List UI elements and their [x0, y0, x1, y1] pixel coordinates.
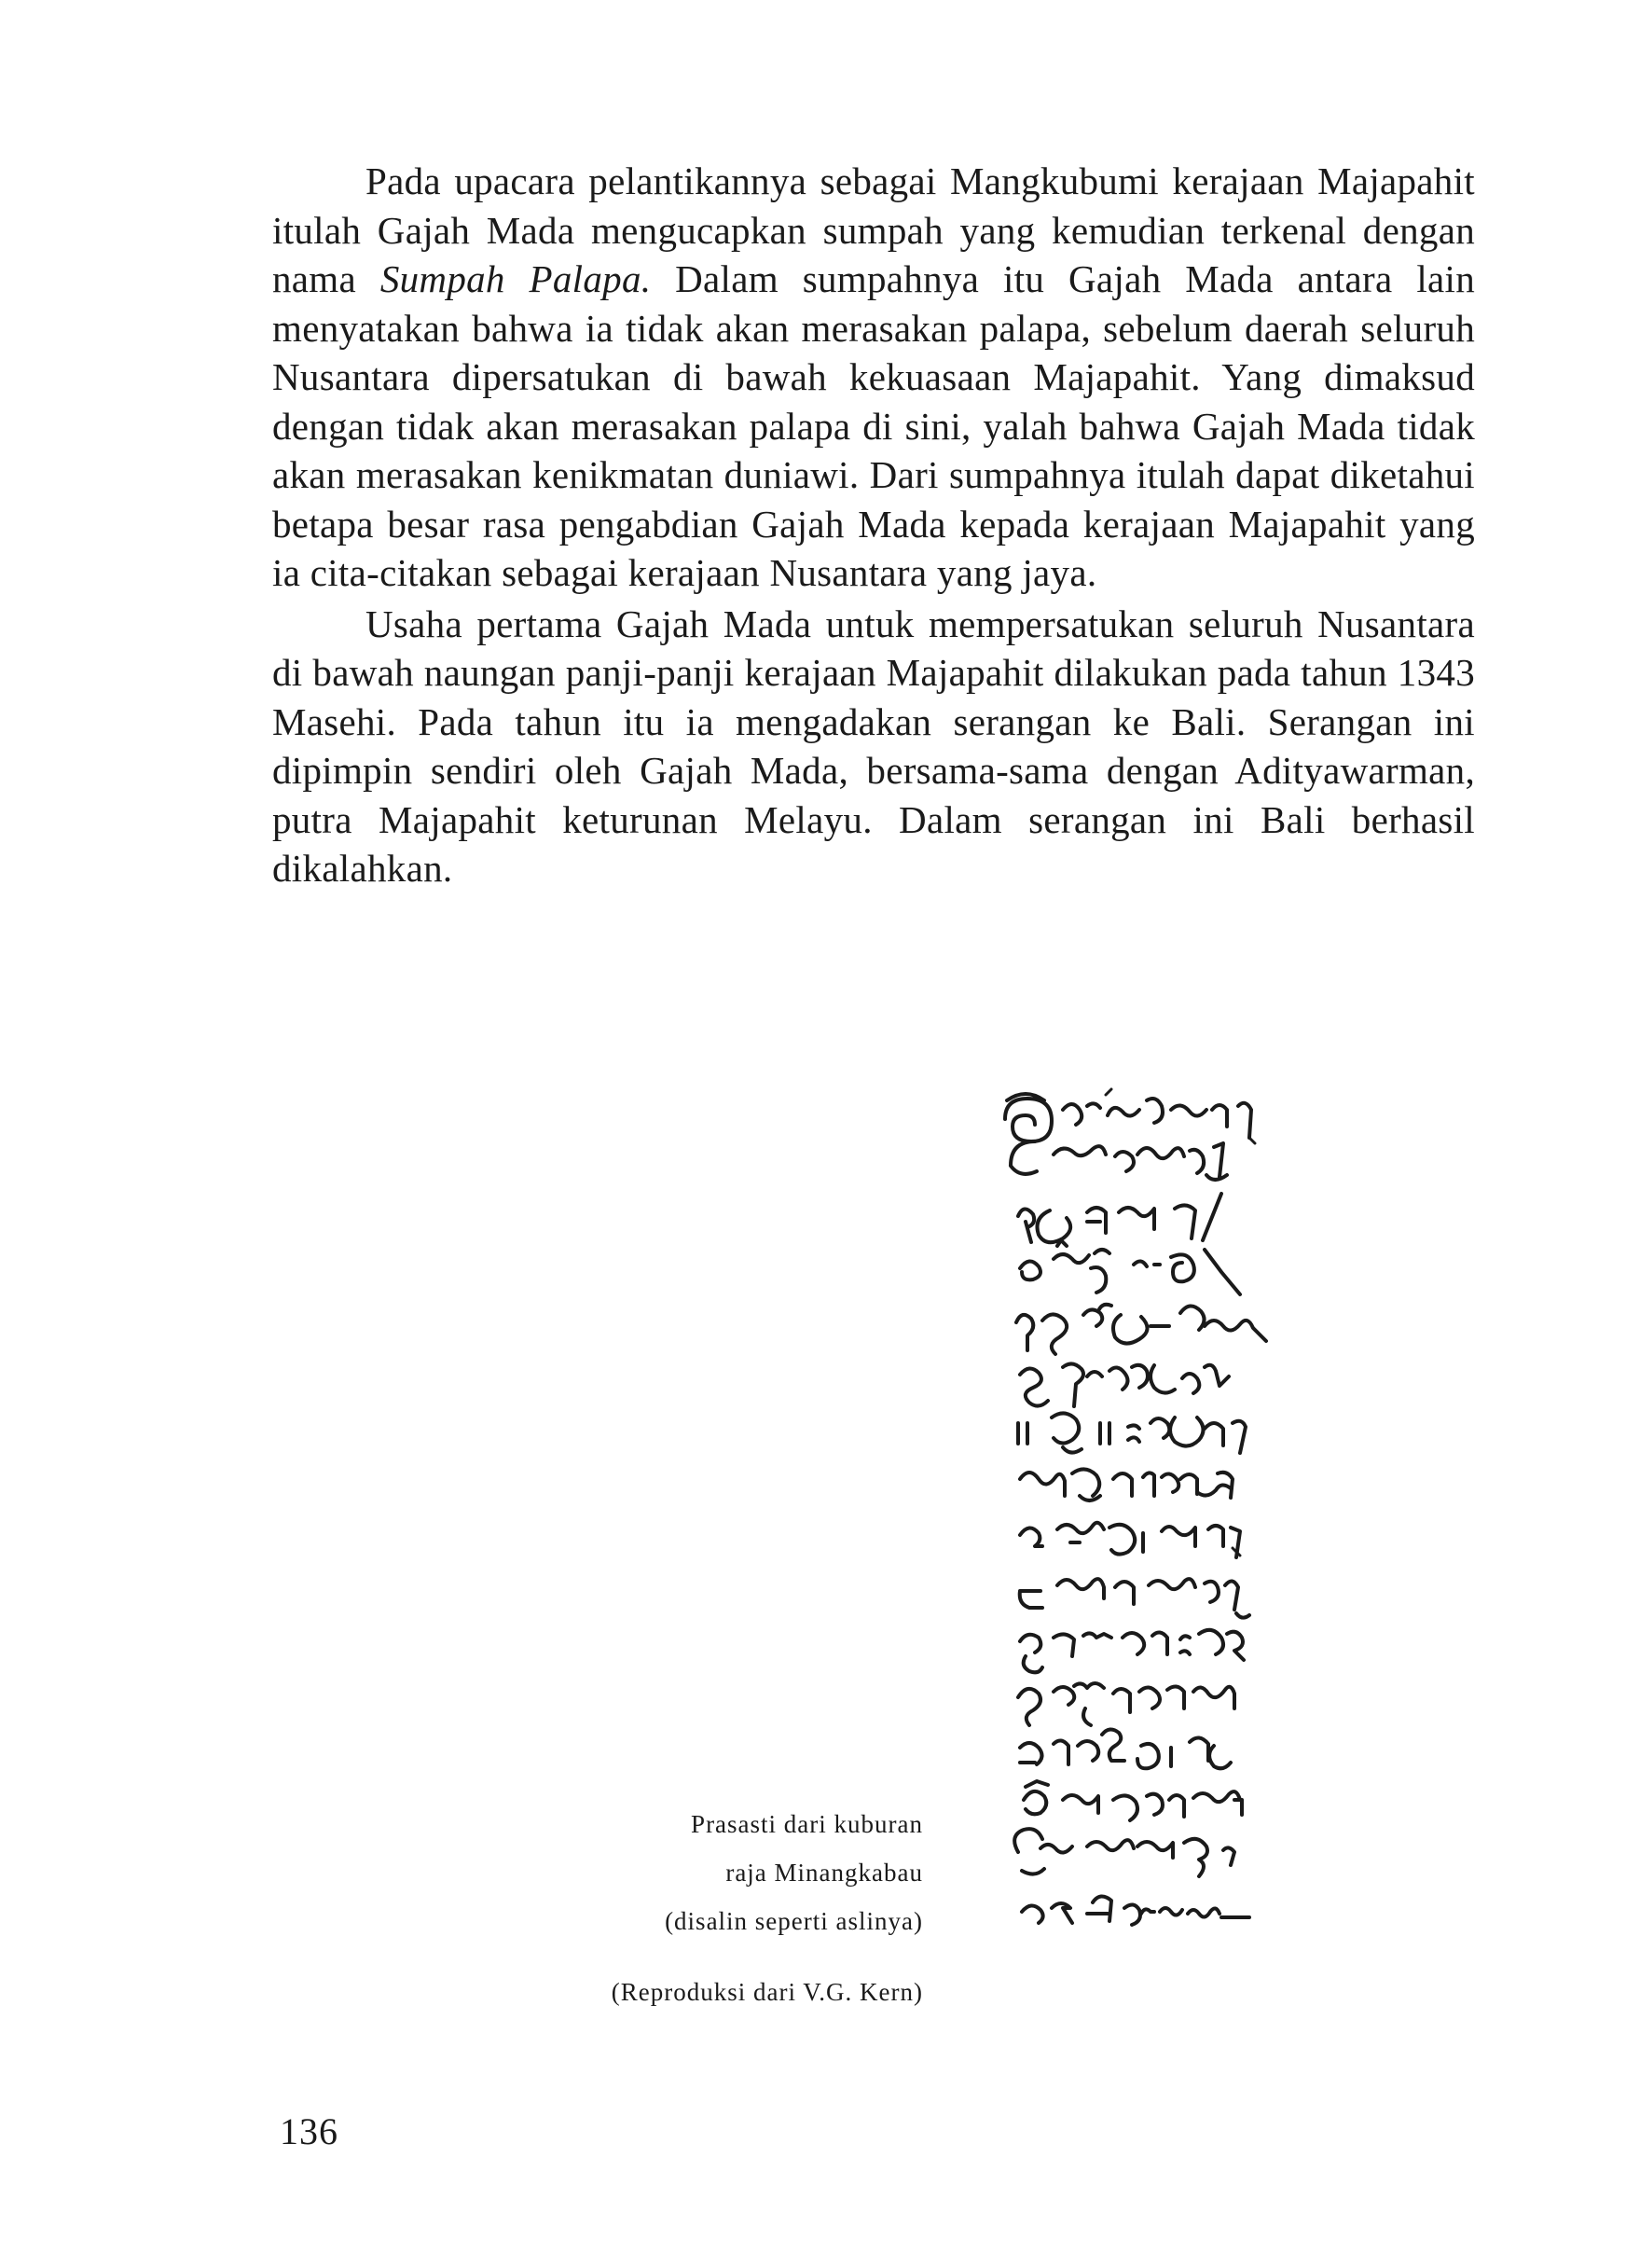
- caption-line-3: (disalin seperti aslinya): [665, 1907, 923, 1935]
- paragraph-1: [272, 157, 1475, 598]
- figure-caption: [503, 1800, 923, 2016]
- caption-line-1: Prasasti dari kuburan: [691, 1810, 923, 1838]
- caption-line-4: (Reproduksi dari V.G. Kern): [611, 1978, 923, 2006]
- inscription-icon: [998, 1082, 1389, 2005]
- page-number: 136: [280, 2110, 338, 2152]
- sumpah-palapa-italic: Sumpah Palapa.: [379, 257, 652, 300]
- paragraph-1-text-after: Dalam sumpahnya itu Gajah Mada antara lain menyatakan bahwa ia tidak akan merasakan palapa, sebelum daerah seluruh Nusantara dipersatukan di bawah kekuasaan Majapahit. Yang dimaksud dengan tidak akan merasakan palapa di sini, yalah bahwa Gajah Mada tidak akan merasakan kenikmatan duniawi. Dari sumpahnya itulah dapat diketahui betapa besar rasa pengabdian Gajah Mada kepada kerajaan Majapahit yang ia cita-citakan sebagai kerajaan Nusantara yang jaya.: [272, 257, 1476, 594]
- paragraph-2: Usaha pertama Gajah Mada untuk mempersatukan seluruh Nusantara di bawah naungan panji-panji kerajaan Majapahit dilakukan pada tahun 1343 Masehi. Pada tahun itu ia mengadakan serangan ke Bali. Serangan ini dipimpin sendiri oleh Gajah Mada, bersama-sama dengan Adityawarman, putra Majapahit keturunan Melayu. Dalam serangan ini Bali berhasil dikalahkan.: [272, 602, 1475, 890]
- paragraph-1-text-before: Pada upacara pelantikannya sebagai Mangkubumi kerajaan Majapahit itulah Gajah Mada mengucapkan sumpah yang kemudian terkenal dengan nama: [272, 159, 1475, 300]
- body-text: [272, 155, 1475, 893]
- caption-line-2: raja Minangkabau: [725, 1859, 923, 1887]
- caption-gap: [503, 1945, 923, 1968]
